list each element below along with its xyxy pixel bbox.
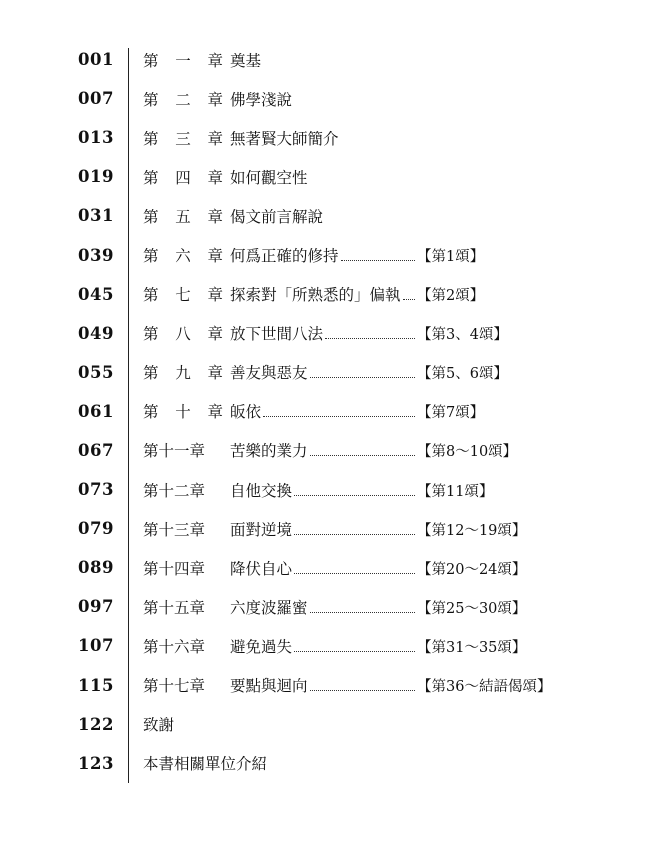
chapter-title-text: 放下世間八法 <box>230 325 324 344</box>
dot-leader <box>294 534 415 535</box>
chapter-label: 第 四 章 <box>143 168 223 187</box>
verse-reference: 【第3、4頌】 <box>417 327 508 344</box>
dot-leader <box>294 495 415 496</box>
verse-reference: 【第1頌】 <box>417 249 485 266</box>
toc-entry[interactable] <box>0 314 650 353</box>
toc-entry[interactable] <box>0 118 650 157</box>
chapter-label: 第十一章 <box>143 442 206 461</box>
chapter-title <box>230 557 526 579</box>
chapter-title <box>143 713 174 735</box>
chapter-label: 第十五章 <box>143 598 206 617</box>
toc-entry[interactable] <box>0 705 650 744</box>
chapter-title-text: 奠基 <box>230 51 262 70</box>
toc-entry[interactable] <box>0 40 650 79</box>
verse-reference: 【第2頌】 <box>417 288 485 305</box>
page-number: 123 <box>78 753 114 773</box>
toc-entry[interactable] <box>0 509 650 548</box>
chapter-title <box>230 400 484 422</box>
chapter-title <box>230 479 493 501</box>
chapter-title <box>230 439 517 461</box>
chapter-label: 第十四章 <box>143 559 206 578</box>
toc-rows <box>0 40 650 783</box>
chapter-label: 第 六 章 <box>143 247 223 266</box>
chapter-label: 第 五 章 <box>143 207 223 226</box>
chapter-title <box>230 596 526 618</box>
chapter-title <box>230 635 526 657</box>
dot-leader <box>310 690 415 691</box>
chapter-title-text: 如何觀空性 <box>230 168 308 187</box>
chapter-label: 第 九 章 <box>143 364 223 383</box>
chapter-title <box>143 752 267 774</box>
chapter-label: 第 十 章 <box>143 403 223 422</box>
page-number: 019 <box>78 167 114 187</box>
chapter-title <box>230 674 551 696</box>
toc-entry[interactable] <box>0 157 650 196</box>
chapter-title-text: 降伏自心 <box>230 559 293 578</box>
page-number: 055 <box>78 362 114 382</box>
page-number: 013 <box>78 128 114 148</box>
verse-reference: 【第31～35頌】 <box>417 639 527 656</box>
dot-leader <box>310 455 415 456</box>
page-number: 007 <box>78 89 114 109</box>
page-number: 097 <box>78 597 114 617</box>
chapter-label: 第十二章 <box>143 481 206 500</box>
chapter-title-text: 善友與惡友 <box>230 364 308 383</box>
verse-reference: 【第11頌】 <box>417 483 494 500</box>
toc-entry[interactable] <box>0 431 650 470</box>
chapter-title-text: 要點與迴向 <box>230 677 308 696</box>
chapter-title <box>230 88 292 110</box>
chapter-label: 第 一 章 <box>143 51 223 70</box>
page-number: 045 <box>78 284 114 304</box>
chapter-title <box>230 49 261 71</box>
verse-reference: 【第20～24頌】 <box>417 561 527 578</box>
chapter-label: 第 七 章 <box>143 286 223 305</box>
toc-entry[interactable] <box>0 196 650 235</box>
page-number: 073 <box>78 480 114 500</box>
chapter-label: 第 二 章 <box>143 90 223 109</box>
chapter-title <box>230 127 339 149</box>
chapter-title <box>230 518 526 540</box>
chapter-title-text: 自他交換 <box>230 481 293 500</box>
verse-reference: 【第8～10頌】 <box>417 444 518 461</box>
toc-entry[interactable] <box>0 275 650 314</box>
chapter-title <box>230 166 308 188</box>
page-number: 107 <box>78 636 114 656</box>
toc-entry[interactable] <box>0 353 650 392</box>
toc-entry[interactable] <box>0 626 650 665</box>
toc-entry[interactable] <box>0 470 650 509</box>
chapter-label: 第十七章 <box>143 677 206 696</box>
toc-entry[interactable] <box>0 587 650 626</box>
dot-leader <box>341 260 415 261</box>
chapter-title-text: 苦樂的業力 <box>230 442 308 461</box>
page-number: 001 <box>78 50 114 70</box>
dot-leader <box>294 651 415 652</box>
chapter-label: 第十三章 <box>143 520 206 539</box>
chapter-label: 第十六章 <box>143 637 206 656</box>
dot-leader <box>310 612 415 613</box>
page-number: 039 <box>78 245 114 265</box>
chapter-title <box>230 361 508 383</box>
chapter-title <box>230 283 484 305</box>
verse-reference: 【第25～30頌】 <box>417 600 527 617</box>
chapter-title-text: 偈文前言解說 <box>230 207 324 226</box>
verse-reference: 【第12～19頌】 <box>417 522 527 539</box>
chapter-title-text: 何爲正確的修持 <box>230 247 339 266</box>
chapter-title <box>230 322 508 344</box>
dot-leader <box>294 573 415 574</box>
chapter-title-text: 無著賢大師簡介 <box>230 129 339 148</box>
page-number: 089 <box>78 558 114 578</box>
page-number: 079 <box>78 519 114 539</box>
chapter-title-text: 本書相關單位介紹 <box>143 755 268 774</box>
page-number: 049 <box>78 323 114 343</box>
table-of-contents <box>0 40 650 783</box>
verse-reference: 【第5、6頌】 <box>417 366 508 383</box>
dot-leader <box>263 416 415 417</box>
toc-entry[interactable] <box>0 79 650 118</box>
page-number: 115 <box>78 675 114 695</box>
dot-leader <box>310 377 415 378</box>
toc-entry[interactable] <box>0 548 650 587</box>
chapter-title-text: 面對逆境 <box>230 520 293 539</box>
page-number: 067 <box>78 440 114 460</box>
page-number: 031 <box>78 206 114 226</box>
chapter-title-text: 避免過失 <box>230 637 293 656</box>
page-number: 061 <box>78 401 114 421</box>
chapter-title <box>230 205 323 227</box>
verse-reference: 【第7頌】 <box>417 405 485 422</box>
chapter-title-text: 佛學淺說 <box>230 90 293 109</box>
page-number: 122 <box>78 714 114 734</box>
toc-entry[interactable] <box>0 392 650 431</box>
chapter-title <box>230 244 484 266</box>
toc-entry[interactable] <box>0 744 650 783</box>
chapter-title-text: 皈依 <box>230 403 262 422</box>
chapter-label: 第 三 章 <box>143 129 223 148</box>
toc-entry[interactable] <box>0 666 650 705</box>
dot-leader <box>403 299 415 300</box>
chapter-title-text: 探索對「所熟悉的」偏執 <box>230 286 401 305</box>
dot-leader <box>325 338 415 339</box>
toc-entry[interactable] <box>0 235 650 274</box>
verse-reference: 【第36～結語偈頌】 <box>417 679 552 696</box>
chapter-label: 第 八 章 <box>143 325 223 344</box>
chapter-title-text: 致謝 <box>143 716 175 735</box>
chapter-title-text: 六度波羅蜜 <box>230 598 308 617</box>
